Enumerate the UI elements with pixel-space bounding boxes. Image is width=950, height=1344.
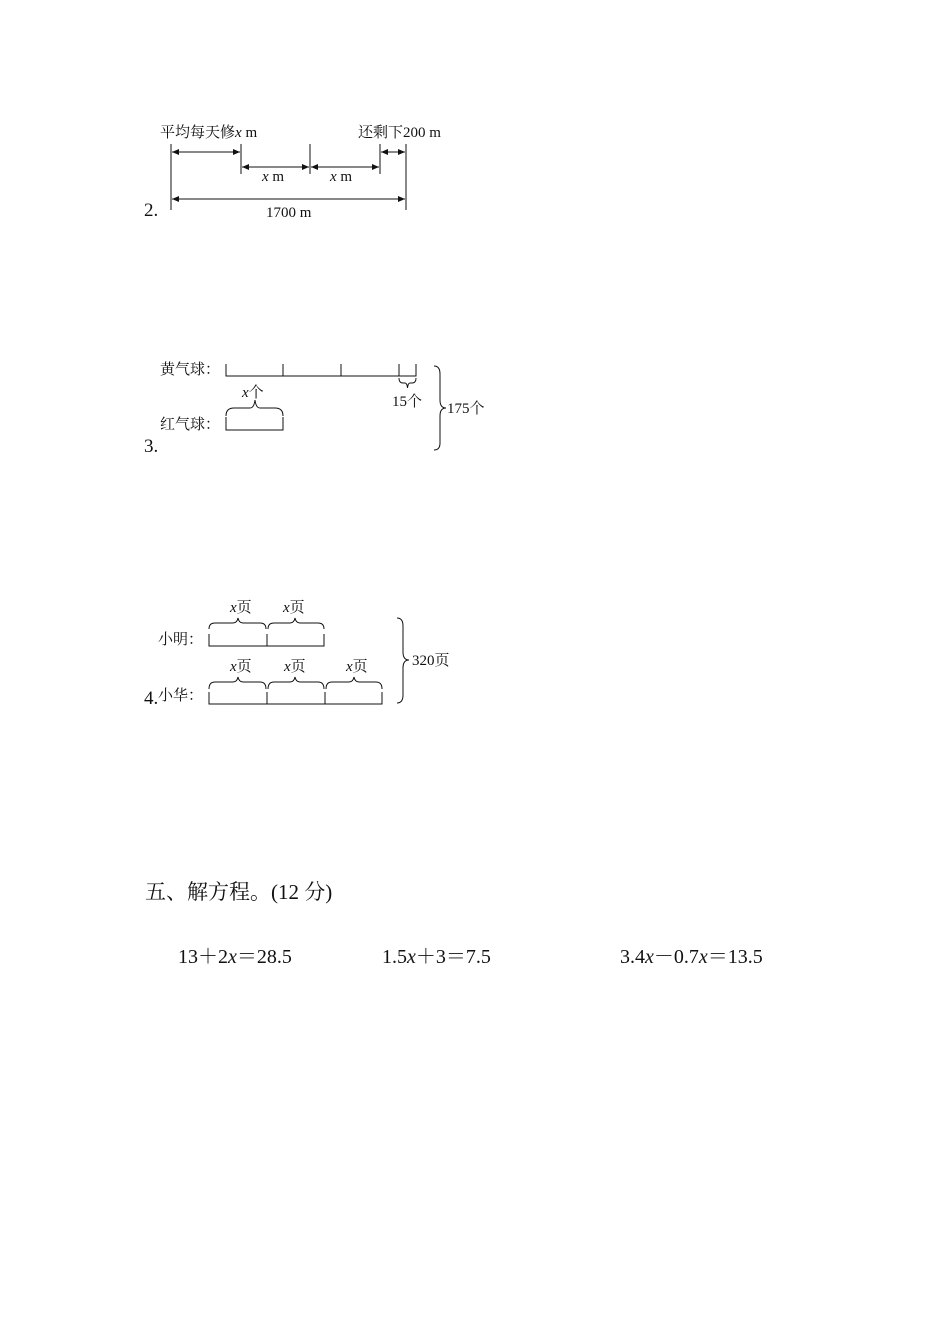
hua-label: 小华：	[158, 688, 204, 704]
hua-bar	[209, 692, 382, 704]
total-label: 175个	[447, 401, 485, 417]
yellow-label: 黄气球：	[160, 362, 221, 378]
brace-ming-2	[268, 618, 324, 629]
total-label: 1700 m	[266, 205, 312, 221]
hua-seg-3-label: x页	[346, 659, 368, 675]
hua-seg-1-label: x页	[230, 659, 252, 675]
ming-label: 小明：	[158, 632, 204, 648]
seg-label-3: x m	[330, 169, 353, 185]
total-label: 320页	[412, 653, 450, 669]
red-label: 红气球：	[160, 417, 221, 433]
equation-3: 3.4x－0.7x＝13.5	[620, 946, 763, 968]
equation-1: 13＋2x＝28.5	[178, 946, 292, 968]
remain-label: 还剩下200 m	[358, 125, 441, 141]
item-2-number: 2.	[144, 200, 159, 221]
item-4-diagram	[150, 598, 480, 708]
seg-label-2: x m	[262, 169, 285, 185]
brace-hua-1	[209, 677, 266, 689]
hua-seg-2-label: x页	[284, 659, 306, 675]
brace-hua-2	[268, 677, 324, 689]
section-title: 五、解方程。(12 分)	[145, 880, 333, 904]
yellow-bar	[226, 364, 416, 376]
equation-2: 1.5x＋3＝7.5	[382, 946, 491, 968]
diff-label: 15个	[392, 394, 423, 410]
brace-ming-1	[209, 618, 266, 629]
item-2-diagram	[150, 118, 480, 228]
brace-total	[434, 366, 446, 450]
brace-red	[226, 400, 283, 416]
item-4-number: 4.	[144, 688, 159, 709]
brace-diff	[399, 378, 416, 388]
ming-seg-2-label: x页	[283, 600, 305, 616]
avg-label: 平均每天修x m	[160, 125, 258, 141]
red-var-label: x个	[242, 385, 264, 401]
red-bar	[226, 417, 283, 430]
item-3-number: 3.	[144, 436, 159, 457]
brace-hua-3	[326, 677, 382, 689]
ming-seg-1-label: x页	[230, 600, 252, 616]
brace-total	[397, 618, 409, 703]
item-3-diagram	[150, 350, 510, 460]
